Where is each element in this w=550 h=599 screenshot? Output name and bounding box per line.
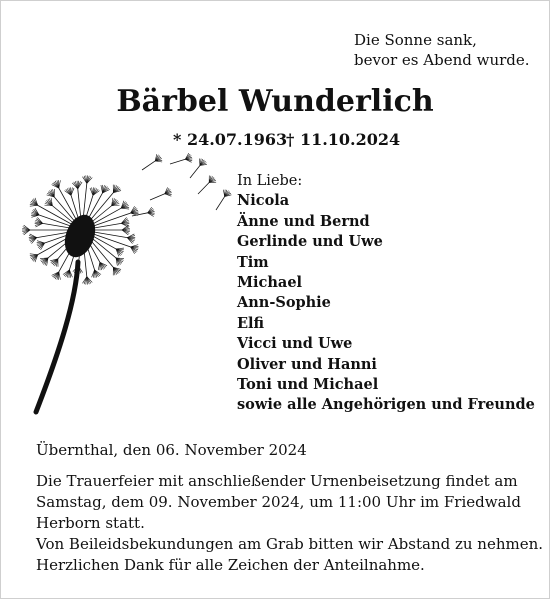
birth-date: * 24.07.1963 bbox=[173, 130, 288, 149]
family-member: Oliver und Hanni bbox=[237, 355, 377, 373]
family-member: Toni und Michael bbox=[237, 376, 379, 394]
family-label: In Liebe: bbox=[237, 173, 303, 189]
quote-line-1: Die Sonne sank, bbox=[354, 31, 477, 49]
notice-line: Die Trauerfeier mit anschließender Urnenbeisetzung findet am bbox=[36, 472, 518, 490]
quote bbox=[354, 30, 540, 70]
dandelion-icon bbox=[20, 150, 260, 430]
family-member: Elfi bbox=[237, 314, 265, 332]
family-member: sowie alle Angehörigen und Freunde bbox=[237, 396, 535, 414]
place-date: Übernthal, den 06. November 2024 bbox=[36, 441, 307, 459]
family-member: Gerlinde und Uwe bbox=[237, 233, 383, 251]
family-member: Vicci und Uwe bbox=[237, 335, 353, 353]
notice-line: Von Beileidsbekundungen am Grab bitten wir Abstand zu nehmen. bbox=[36, 535, 544, 553]
death-date: † 11.10.2024 bbox=[286, 130, 401, 149]
notice-line: Samstag, dem 09. November 2024, um 11:00 Uhr im Friedwald bbox=[36, 493, 521, 511]
family-member: Michael bbox=[237, 274, 303, 292]
notice-line: Herzlichen Dank für alle Zeichen der Anteilnahme. bbox=[36, 556, 425, 574]
family-member: Tim bbox=[237, 253, 269, 271]
quote-line-2: bevor es Abend wurde. bbox=[354, 51, 530, 69]
notice-line: Herborn statt. bbox=[36, 514, 145, 532]
funeral-notice bbox=[36, 471, 544, 576]
family-member: Nicola bbox=[237, 192, 290, 210]
deceased-name: Bärbel Wunderlich bbox=[116, 84, 434, 119]
family-member: Ann-Sophie bbox=[237, 294, 331, 312]
family-member: Änne und Bernd bbox=[237, 212, 370, 230]
family-list bbox=[237, 171, 537, 416]
